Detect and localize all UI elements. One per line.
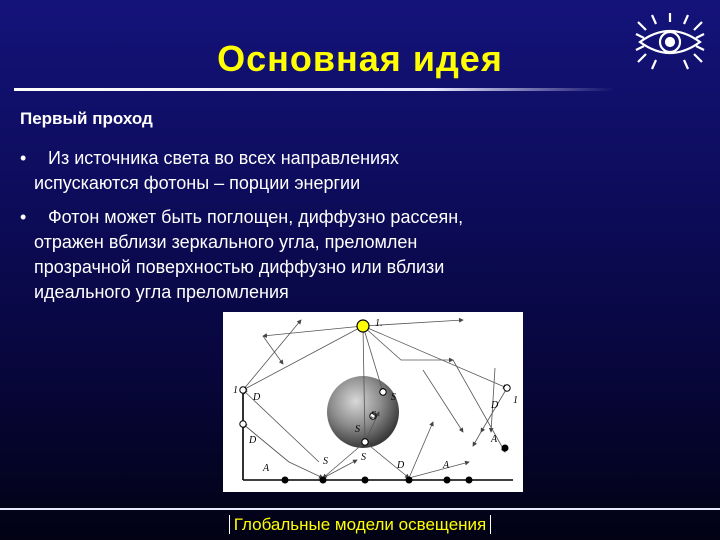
svg-text:S: S (371, 410, 376, 421)
bullet-1-line-1 (20, 146, 654, 171)
bullet-2-line-4: идеального угла преломления (34, 282, 289, 302)
svg-text:1: 1 (513, 395, 518, 406)
eye-logo-icon (632, 12, 708, 72)
bullet-2-line-1 (20, 205, 654, 230)
bullet-1-text-1: Из источника света во всех направлениях (48, 148, 399, 168)
bullet-2-line-2: отражен вблизи зеркального угла, преломлен (34, 232, 418, 252)
footer (0, 515, 720, 535)
svg-text:A: A (443, 460, 450, 471)
bullet-1 (20, 146, 654, 196)
svg-text:D: D (397, 460, 405, 471)
bullet-2-text-1: Фотон может быть поглощен, диффузно рассеян, (48, 207, 464, 227)
svg-text:A: A (263, 463, 270, 474)
svg-text:S: S (355, 424, 360, 435)
bullet-mark: • (20, 148, 27, 168)
footer-divider (0, 508, 720, 510)
svg-text:D: D (491, 400, 499, 411)
photon-diagram (223, 312, 523, 492)
svg-text:A: A (491, 434, 498, 445)
bullet-1-line-2: испускаются фотоны – порции энергии (34, 173, 361, 193)
bullet-mark: • (20, 207, 27, 227)
svg-text:S: S (323, 456, 328, 467)
svg-text:D: D (249, 435, 257, 446)
photon-tracing-figure (223, 312, 523, 492)
light-source-icon (357, 320, 369, 332)
absorbed-points (282, 445, 509, 484)
light-label: 1. (375, 318, 383, 329)
glass-sphere (327, 376, 399, 448)
title-divider (14, 88, 614, 91)
bullet-2-line-3: прозрачной поверхностью диффузно или вблизи (34, 257, 445, 277)
svg-text:S: S (391, 392, 396, 403)
svg-text:S: S (361, 452, 366, 463)
footer-text: Глобальные модели освещения (229, 515, 492, 534)
bullet-2 (20, 205, 654, 305)
svg-text:1: 1 (233, 385, 238, 396)
section-subtitle: Первый проход (20, 109, 153, 128)
svg-text:D: D (253, 392, 261, 403)
slide-title: Основная идея (217, 38, 503, 79)
